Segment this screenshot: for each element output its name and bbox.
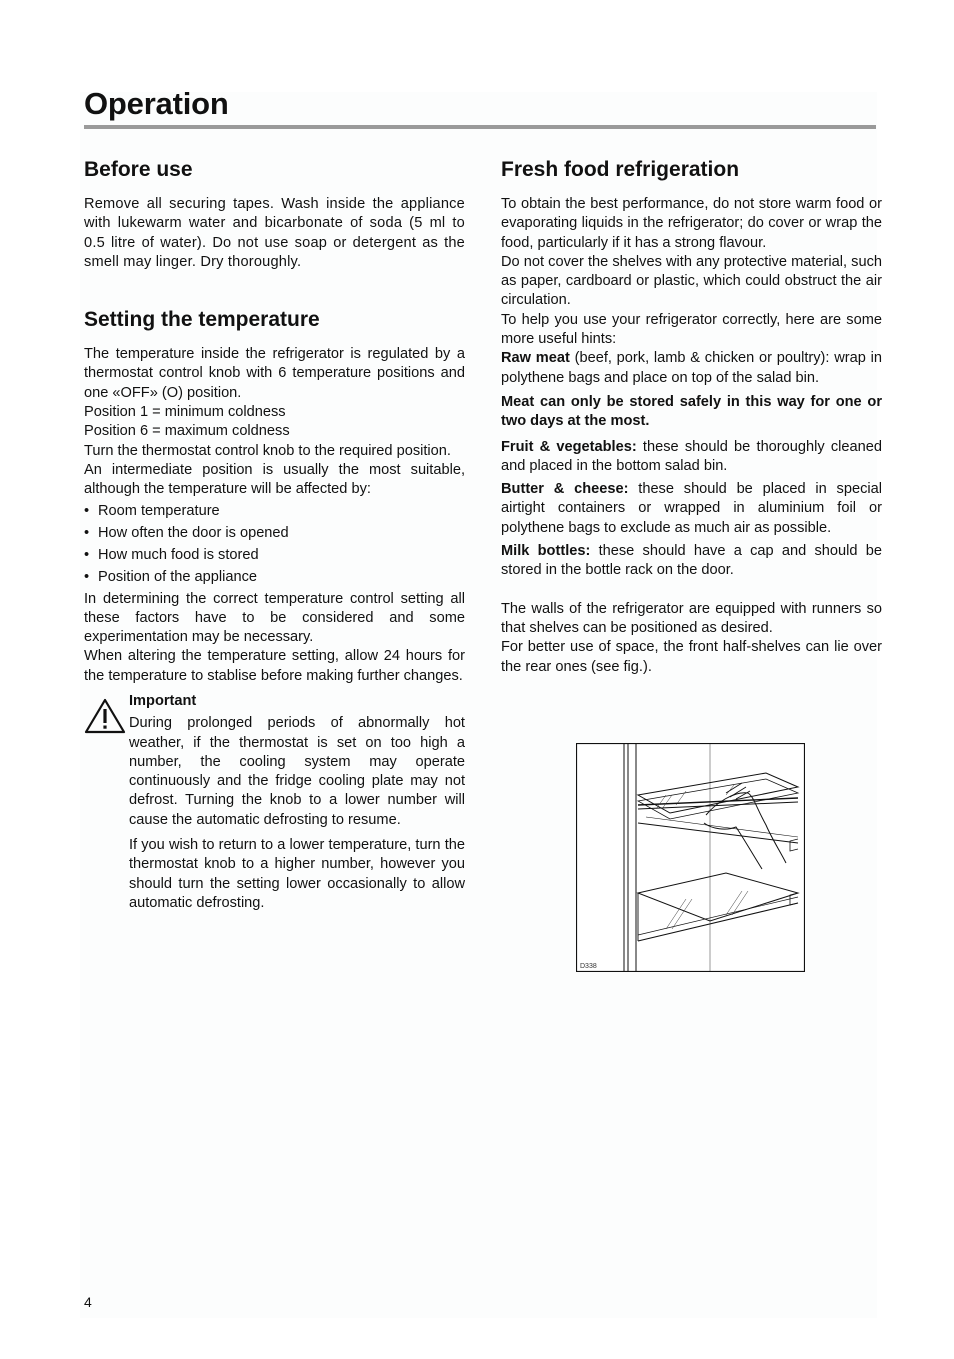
page-title: Operation xyxy=(84,86,229,121)
butter-text: Butter & cheese: these should be placed in special airtight containers or wrapped in aluminium foil or polythene bags to exclude as much air as possible. xyxy=(501,481,882,536)
warning-triangle-icon xyxy=(84,698,126,734)
before-use-text: Remove all securing tapes. Wash inside the appliance with lukewarm water and bicarbonate of soda (5 ml to 0.5 litre of water). Do not use soap or detergent as the smell may linger. Dry thoroughly. xyxy=(84,196,465,270)
best-performance-text: To obtain the best performance, do not store warm food or evaporating liquids in the refrigerator; do cover or wrap the food, particularly if it has a strong flavour. xyxy=(501,196,882,251)
list-item: • How much food is stored xyxy=(84,546,465,565)
temperature-intro: The temperature inside the refrigerator is regulated by a thermostat control knob with 6 temperature positions and one «OFF» (O) position. xyxy=(84,346,465,401)
list-item: • How often the door is opened xyxy=(84,524,465,543)
important-notice xyxy=(84,692,465,913)
half-shelves-text: For better use of space, the front half-shelves can lie over the rear ones (see fig.). xyxy=(501,639,882,675)
list-item: • Position of the appliance xyxy=(84,568,465,587)
left-column xyxy=(84,156,465,913)
page-number: 4 xyxy=(84,1294,92,1310)
hints-intro-text: To help you use your refrigerator correctly, here are some more useful hints: xyxy=(501,311,882,348)
raw-meat-label: Raw meat xyxy=(501,350,570,367)
butter-label: Butter & cheese: xyxy=(501,481,629,498)
list-item: • Room temperature xyxy=(84,502,465,521)
do-not-cover-text: Do not cover the shelves with any protective material, such as paper, cardboard or plastic, which could obstruct the air circulation. xyxy=(501,253,882,309)
milk-text: Milk bottles: these should have a cap and should be stored in the bottle rack on the door. xyxy=(501,543,882,579)
position-6-text: Position 6 = maximum coldness xyxy=(84,423,290,440)
meat-warning: Meat can only be stored safely in this way for one or two days at the most. xyxy=(501,393,882,430)
milk-label: Milk bottles: xyxy=(501,543,591,560)
fruit-text: Fruit & vegetables: these should be thoroughly cleaned and placed in the bottom salad bin. xyxy=(501,438,883,474)
important-title: Important xyxy=(129,692,197,709)
factor-list xyxy=(84,502,465,587)
setting-temperature-heading: Setting the temperature xyxy=(84,308,320,332)
right-column xyxy=(501,156,882,677)
raw-meat-text: Raw meat (beef, pork, lamb & chicken or poultry): wrap in polythene bags and place on top of the salad bin. xyxy=(501,350,882,386)
important-paragraph-1: During prolonged periods of abnormally hot weather, if the thermostat is set on too high a number, the cooling system may operate continuously and the fridge cooling plate may not defrost. Turning the knob to a lower number will cause the automatic defrosting to resume. xyxy=(129,715,465,828)
turn-knob-text: Turn the thermostat control knob to the required position. xyxy=(84,442,451,459)
before-use-heading: Before use xyxy=(84,158,193,181)
shelf-figure xyxy=(576,743,805,972)
position-1-text: Position 1 = minimum coldness xyxy=(84,404,286,421)
figure-label: D338 xyxy=(580,963,597,970)
fresh-food-heading: Fresh food refrigeration xyxy=(501,158,740,181)
intermediate-text: An intermediate position is usually the most suitable, although the temperature will be affected by: xyxy=(84,461,465,498)
fruit-label: Fruit & vegetables: xyxy=(501,438,637,455)
altering-text: When altering the temperature setting, allow 24 hours for the temperature to stablise before making further changes. xyxy=(84,648,465,684)
determining-text: In determining the correct temperature control setting all these factors have to be considered and some experimentation may be necessary. xyxy=(84,590,465,646)
title-rule xyxy=(84,125,876,129)
important-paragraph-2: If you wish to return to a lower temperature, turn the thermostat knob to a higher number, however you should turn the setting lower occasionally to allow automatic defrosting. xyxy=(129,837,465,911)
shelf-illustration xyxy=(576,743,805,972)
walls-text: The walls of the refrigerator are equipped with runners so that shelves can be positioned as desired. xyxy=(501,600,882,636)
